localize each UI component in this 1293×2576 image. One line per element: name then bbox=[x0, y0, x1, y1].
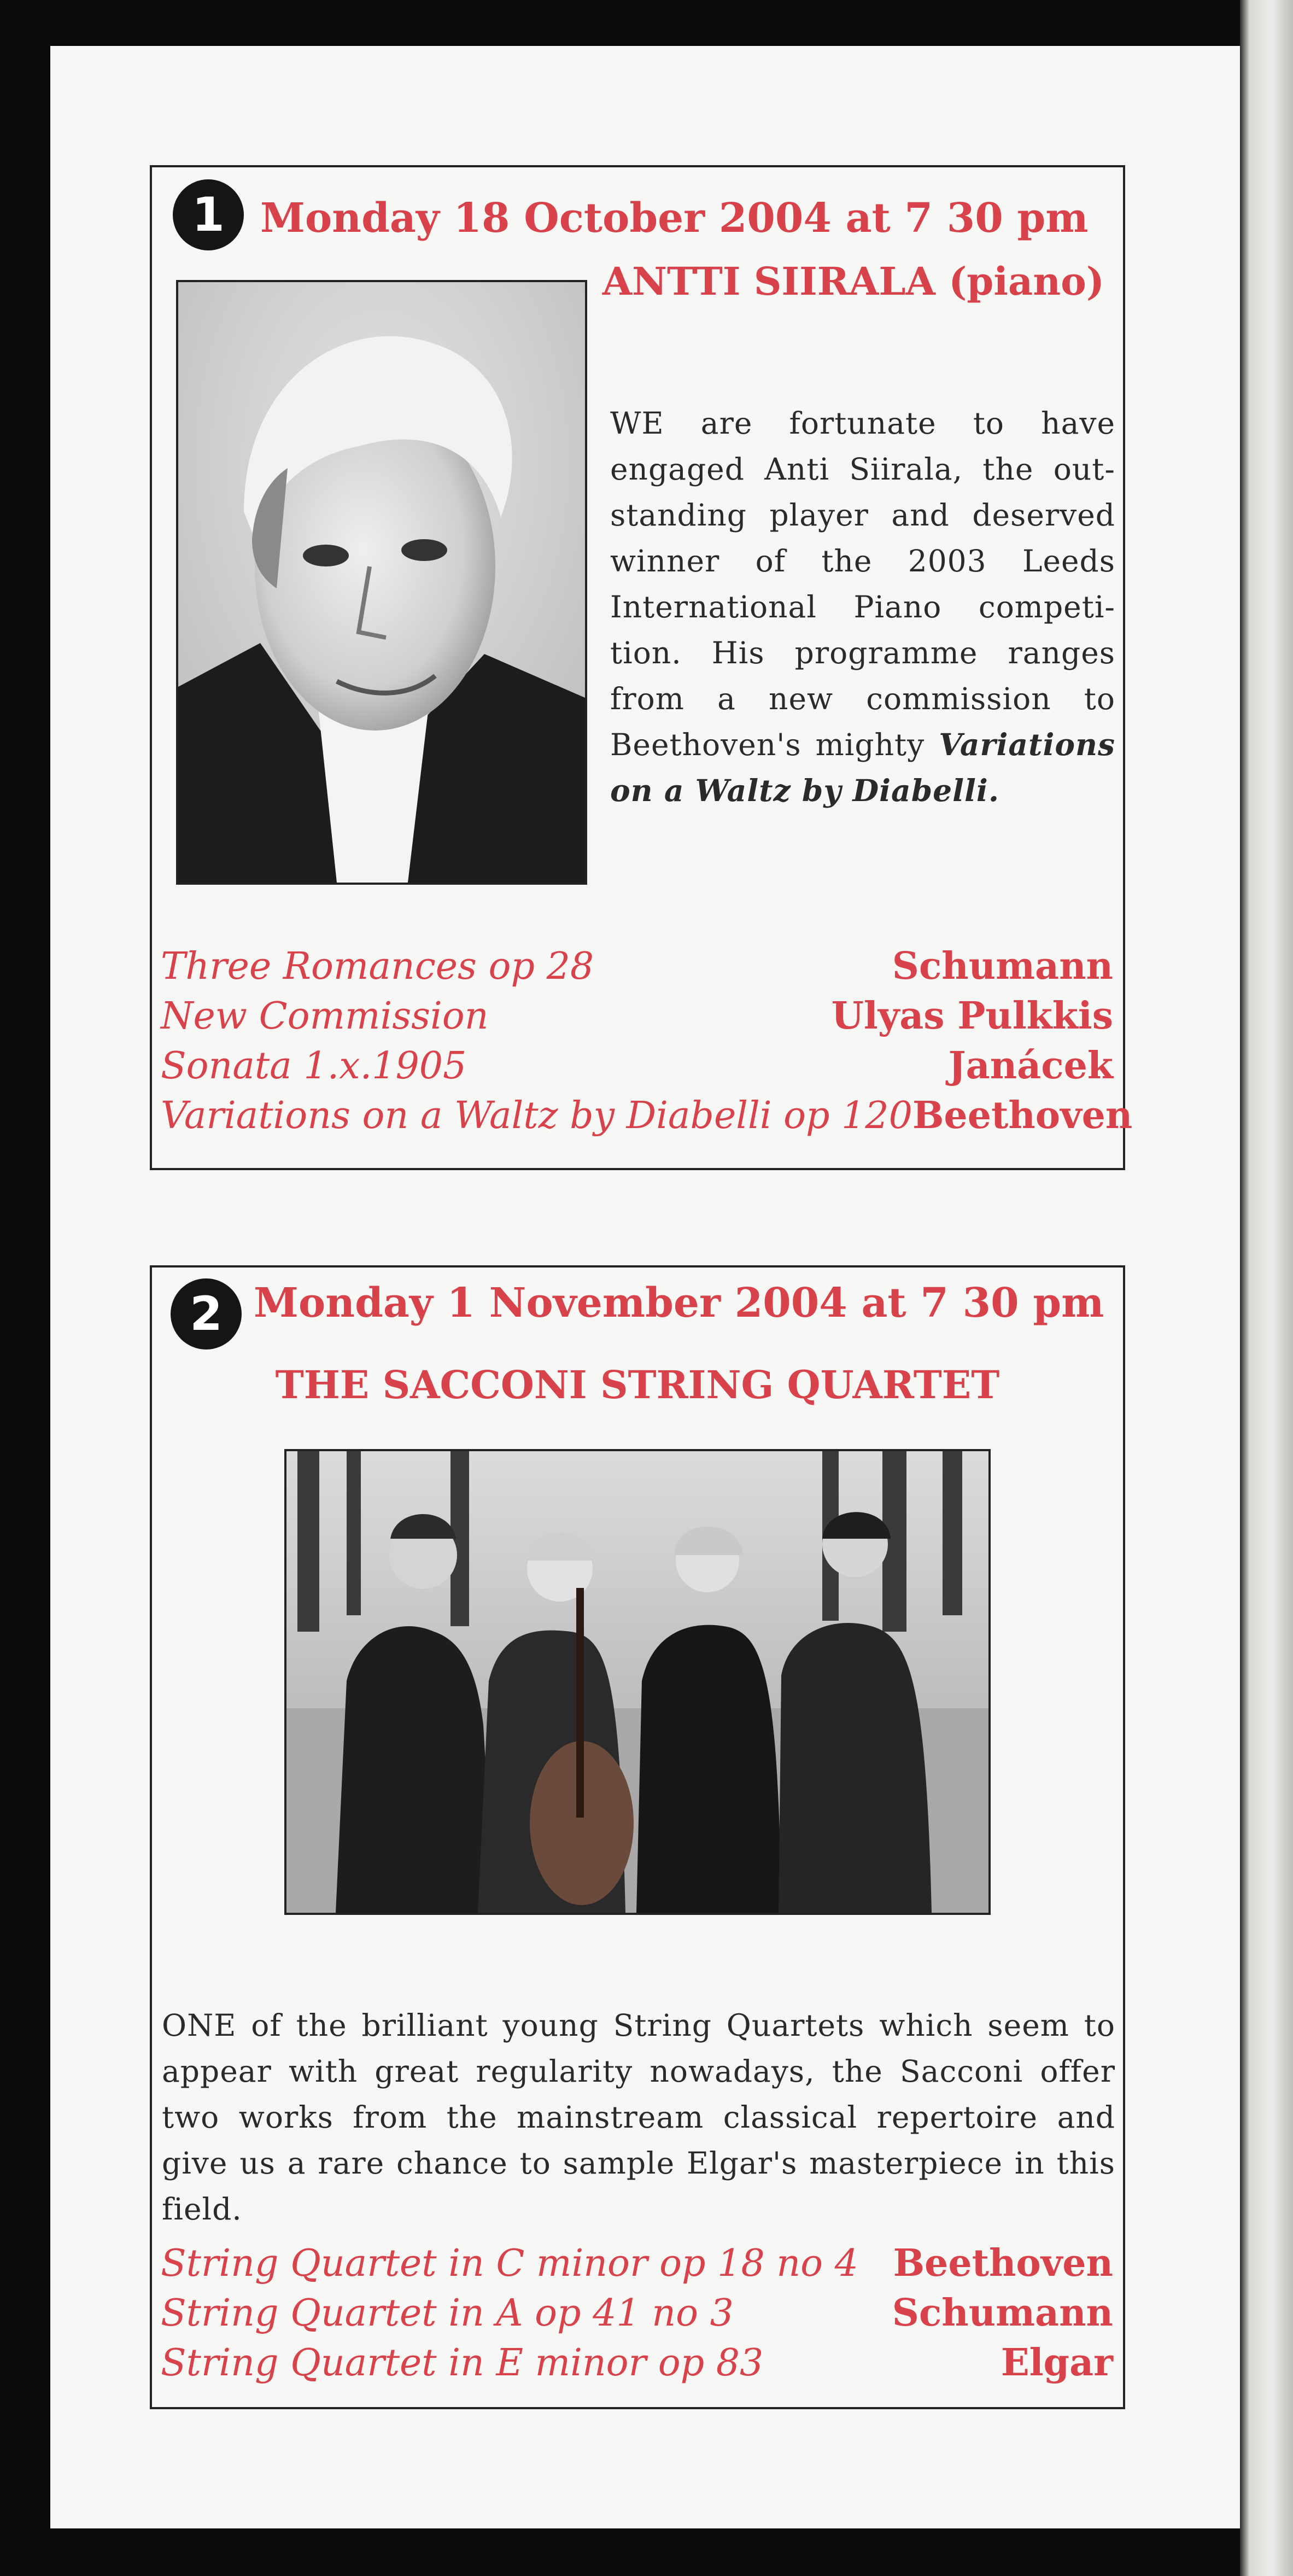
programme-item bbox=[161, 1091, 1133, 1141]
composer: Elgar bbox=[1001, 2341, 1113, 2385]
event-description bbox=[610, 400, 1115, 814]
page-edge bbox=[1240, 0, 1293, 2576]
event-number-badge: 1 bbox=[173, 179, 244, 250]
work-title: Sonata 1.x.1905 bbox=[161, 1044, 467, 1088]
performer-name: THE SACCONI STRING QUARTET bbox=[275, 1362, 1000, 1407]
programme-item bbox=[161, 2288, 1113, 2338]
event-card-2 bbox=[150, 1265, 1125, 2409]
programme-item bbox=[161, 2239, 1113, 2288]
quartet-group-photo bbox=[284, 1449, 991, 1915]
composer: Ulyas Pulkkis bbox=[831, 994, 1113, 1038]
description-emphasis: Variations on a Waltz by Diabelli. bbox=[610, 727, 1115, 808]
work-title: String Quartet in C minor op 18 no 4 bbox=[161, 2242, 858, 2285]
programme-list bbox=[161, 2239, 1113, 2388]
work-title: String Quartet in A op 41 no 3 bbox=[161, 2292, 734, 2335]
composer: Schumann bbox=[892, 2291, 1113, 2335]
programme-item bbox=[161, 991, 1113, 1041]
pianist-portrait-photo bbox=[176, 280, 587, 885]
work-title: Three Romances op 28 bbox=[161, 945, 594, 988]
event-date-line: Monday 18 October 2004 at 7 30 pm bbox=[260, 195, 1089, 242]
programme-list bbox=[161, 942, 1133, 1141]
event-description: ONE of the brilliant young String Quartets which seem to appear with great regularity nowadays, the Sacconi offer two works from the mainstream classical repertoire and give us a rare chance to sample Elgar's masterpiece in this field. bbox=[162, 2008, 1115, 2227]
programme-item bbox=[161, 2338, 1113, 2388]
event-number-badge: 2 bbox=[171, 1278, 242, 1350]
work-title: New Commission bbox=[161, 995, 489, 1038]
description-text: WE are fortunate to have engaged Anti Siirala, the out-standing player and deserved winner of the 2003 Leeds International Piano competi-tion. His programme ranges from a new commission to Beethoven's mighty bbox=[610, 406, 1115, 762]
programme-item bbox=[161, 1041, 1113, 1091]
event-card-1 bbox=[150, 165, 1133, 1170]
composer: Beethoven bbox=[893, 2241, 1113, 2285]
work-title: String Quartet in E minor op 83 bbox=[161, 2341, 764, 2385]
composer: Beethoven bbox=[912, 1094, 1133, 1137]
work-title: Variations on a Waltz by Diabelli op 120 bbox=[161, 1094, 912, 1137]
composer: Schumann bbox=[892, 944, 1113, 988]
event-date-line: Monday 1 November 2004 at 7 30 pm bbox=[254, 1280, 1104, 1327]
programme-item bbox=[161, 942, 1113, 991]
performer-name: ANTTI SIIRALA (piano) bbox=[602, 259, 1104, 304]
composer: Janácek bbox=[948, 1044, 1113, 1088]
